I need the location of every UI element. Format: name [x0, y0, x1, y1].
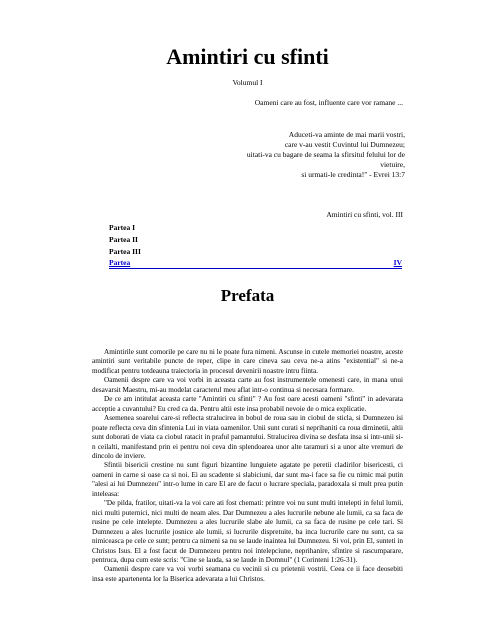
- paragraph: Asemenea soarelui care-si reflecta stralucirea in bobul de roua sau in ciobul de sticla, si Dumnezeu isi poate reflecta ceva din sfintenia Lui in viata oamenilor. Unii sunt curati si neprihaniti ca roua diminetii, altii sunt doborati de viata ca ciobul ratacit in praful pamantului. Stralucirea divina se desfata insa si intr-unii si-n ceilalti, manifestand prin ei pentru noi ceva din splendoarea unor alte taramuri si a unor alte vremuri de dincolo de inviere.: [92, 414, 403, 460]
- motto-line: care v-au vestit Cuvintul lui Dumnezeu;: [284, 140, 405, 149]
- part-item-3: Partea III: [109, 247, 141, 256]
- paragraph: Sfintii bisericii crestine nu sunt figuri bizantine lunguiete agatate pe peretii cladirilor bisericesti, ci oameni in carne si oase ca si noi. Ei au scadente si slabiciuni, dar sunt ma-i face sa fie cu nimic mai putin "alesi ai lui Dumnezeu" intr-o lume in care El are de facut o lucrare speciala, paradoxala si mult prea putin inteleasa:: [92, 461, 403, 498]
- motto-line: vietuire,: [380, 160, 405, 169]
- volume-reference: Amintiri cu sfinti, vol. III: [326, 210, 403, 219]
- paragraph: De ce am intitulat aceasta carte "Amintiri cu sfinti" ? Au fost oare acesti oameni "sfinti" in adevarata acceptie a cuvantului? Eu cred ca da. Pentru altii este insa probabil nevoie de o mica explicatie.: [92, 395, 403, 413]
- motto-line: Aduceti-va aminte de mai marii vostri,: [288, 130, 405, 139]
- volume-label: Volumul I: [232, 78, 263, 87]
- subtitle: Oameni care au fost, influente care vor ramane ...: [254, 98, 403, 107]
- document-title: Amintiri cu sfinti: [166, 44, 329, 69]
- motto-line: si urmati-le credinta!" - Evrei 13:7: [301, 170, 405, 179]
- paragraph: Amintirile sunt comorile pe care nu ni le poate fura nimeni. Ascunse in cutele memoriei noastre, aceste amintiri sunt veritabile puncte de reper, clipe in care cineva sau ceva ne-a atins "existential" si ne-a modificat pentru totdeauna traiectoria in procesul devenirii noastre intru fiinta.: [92, 348, 403, 375]
- paragraph: "De pilda, fratilor, uitati-va la voi care ati fost chemati: printre voi nu sunt multi intelepti in felul lumii, nici multi puternici, nici multi de neam ales. Dar Dumnezeu a ales lucrurile nebune ale lumii, ca sa faca de rusine pe cele intelepte. Dumnezeu a ales lucrurile slabe ale lumii, ca sa faca de rusine pe cele tari. Si Dumnezeu a ales lucrurile josnice ale lumii, si lucrurile dispretuite, ba inca lucrurile care nu sunt, ca sa nimiceasca pe cele ce sunt; pentru ca nimeni sa nu se laude inaintea lui Dumnezeu. Si voi, prin El, sunteti in Christos Isus. El a fost facut de Dumnezeu pentru noi intelepciune, neprihanire, sfintire si rascumparare, pentruca, dupa cum este scris: "Cine se lauda, sa se laude in Domnul" (1 Corinteni 1:26-31).: [92, 499, 403, 564]
- preface-body: [92, 348, 403, 584]
- parts-list: [109, 222, 402, 269]
- motto-line: uitati-va cu bagare de seama la sfirsitul felului lor de: [246, 150, 405, 159]
- part-4-link-label: Partea: [109, 258, 131, 267]
- motto-quote: [247, 130, 405, 180]
- paragraph: Oamenii despre care va voi vorbi in aceasta carte au fost instrumentele omenesti care, in mana unui desavarsit Maestru, mi-au modelat caracterul meu aflat intr-o continua si necesara formare.: [92, 376, 403, 394]
- part-4-link[interactable]: [109, 258, 402, 269]
- part-4-link-numeral: IV: [393, 258, 402, 267]
- paragraph: Oamenii despre care va voi vorbi seamana cu vecinii si cu prietenii vostrii. Ceea ce ii face deosebiti insa este apartenenta lor la Biserica adevarata a lui Christos.: [92, 565, 403, 583]
- part-item-2: Partea II: [109, 235, 138, 244]
- part-item-1: Partea I: [109, 223, 136, 232]
- section-title: Prefata: [220, 286, 275, 305]
